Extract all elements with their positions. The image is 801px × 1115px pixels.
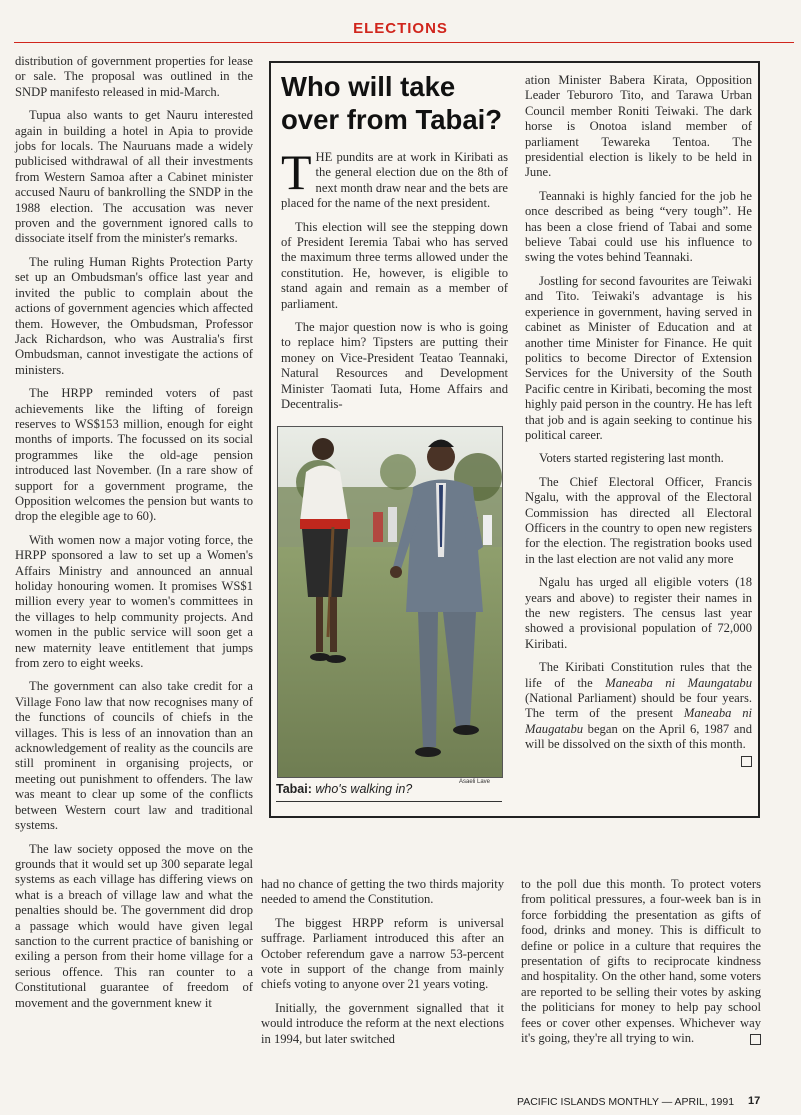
bottom-column-2 <box>261 877 504 1055</box>
end-mark-icon <box>750 1034 761 1045</box>
bottom-column-3 <box>521 877 761 1054</box>
bottom-paragraph: The biggest HRPP reform is universal suffrage. Parliament introduced this after an October referendum gave a narrow 53-percent vote in support of the change from mainly chiefs voting to anyone over 21 years voting. <box>261 915 504 992</box>
footer-publication: PACIFIC ISLANDS MONTHLY — APRIL, 1991 <box>517 1096 735 1108</box>
end-mark-icon <box>741 756 752 767</box>
story-column-2 <box>525 73 752 767</box>
left-paragraph: The ruling Human Rights Protection Party set up an Ombudsman's office last year and invited the public to complain about the actions of government agencies which affected them. However, the Ombudsman, Professor Jack Richardson, who was Australia's first Ombudsman, cannot investigate the actions of ministers. <box>15 254 253 377</box>
section-heading: ELECTIONS <box>353 20 448 37</box>
story-paragraph: This election will see the stepping down of President Ieremia Tabai who has served the maximum three terms allowed under the constitution. He, however, is eligible to stand again and remain as a member of parliament. <box>281 219 508 311</box>
story-paragraph: Ngalu has urged all eligible voters (18 years and above) to register their names in the new registers. The census last year showed a provisional population of 72,000 Kiribati. <box>525 575 752 651</box>
story-paragraph: Voters started registering last month. <box>539 451 724 466</box>
caption-rule <box>276 801 502 802</box>
story-paragraph: THE pundits are at work in Kiribati as the general election due on the 8th of next month draw near and the bets are placed for the name of the next president. <box>281 144 508 211</box>
bottom-paragraph: to the poll due this month. To protect voters from political pressures, a four-week ban is in force forbidding the presentation as gifts of food, drinks and money. This is difficult to define or police in a culture that requires the presentation of gifts to reciprocate kindness and hospitality. On the other hand, some voters are reported to be selling their votes by asking the politicians for money to help pay school fees or cover other expenses. Whichever way it's going, they're all trying to win. <box>521 877 761 1046</box>
left-paragraph: The law society opposed the move on the grounds that it would set up 300 separate legal systems as each village has differing views on what is a breach of village law and what the penalties should be. The government did drop a passage which would have given legal sanction to the current practice of banishing or exiling a person from their home village for a serious offence. This ran counter to a Constitutional guarantee of freedom of movement and the government knew it <box>15 841 253 1010</box>
story-headline: Who will take over from Tabai? <box>281 71 503 135</box>
left-paragraph: distribution of government properties for lease or sale. The proposal was outlined in the SNDP manifesto released in mid-March. <box>15 54 253 99</box>
left-paragraph: The HRPP reminded voters of past achievements like the lifting of foreign reserves to WS$153 million, enough for eight months of imports. The focussed on its social programmes like the old-age pension introduced last November. (In a rare show of support for a government programe, the Opposition welcomes the pension but wants to drop the elegible age to 60). <box>15 386 253 524</box>
drop-cap: T <box>281 144 312 200</box>
left-paragraph: The government can also take credit for a Village Fono law that now recognises many of the functions of councils of chiefs in the villages. This is less of an innovation than an acknowledgement of reality as the councils are still prominent in organising projects, or meeting out punishment to offenders. The law was meant to clear up some of the conflicts between Western court law and traditional systems. <box>15 679 253 833</box>
section-rule <box>14 42 794 43</box>
photo-tabai <box>277 426 503 778</box>
story-paragraph: ation Minister Babera Kirata, Opposition Leader Teburoro Tito, and Tarawa Urban Council member Roniti Teiwaki. The dark horse is Onotoa island member of parliament Tewareka Tentoa. The presidential election is likely to be held in June. <box>525 73 752 180</box>
left-paragraph: With women now a major voting force, the HRPP sponsored a law to set up a Women's Affairs Ministry and announced an annual holiday honouring women. It promises WS$1 million every year to women's committees in the villages to help community projects. And women in the public service will soon get a new maternity leave entitlement that jumps from zero to eight weeks. <box>15 532 253 671</box>
photo-credit: Asaeli Lave <box>459 779 491 785</box>
story-paragraph: Teannaki is highly fancied for the job he once described as being “very tough”. He has been a close friend of Tabai and some believe Tabai could use his influence to swing the votes behind Teannaki. <box>525 188 752 265</box>
photo-caption: Tabai: who's walking in? <box>276 782 413 796</box>
left-column <box>15 54 253 1019</box>
bottom-paragraph: had no chance of getting the two thirds majority needed to amend the Constitution. <box>261 877 504 907</box>
story-paragraph: Jostling for second favourites are Teiwaki and Tito. Teiwaki's advantage is his experience in government, having served in cabinet as Minister of Education and at another time Minister for Finance. He quit politics to become Director of Extension Services for the University of the South Pacific centre in Kiribati, becoming the most highly paid person in the country. He has left that job and is again seeking to continue his political career. <box>525 273 752 442</box>
story-paragraph: The Kiribati Constitution rules that the life of the Maneaba ni Maungatabu (National Parliament) should be four years. The term of the present Maneaba ni Maugatabu began on the April 6, 1987 and will be dissolved on the sixth of this month. <box>525 660 752 752</box>
page-number: 17 <box>748 1095 761 1107</box>
left-paragraph: Tupua also wants to get Nauru interested again in building a hotel in Apia to provide jobs for locals. The Nauruans made a widely publicised withdrawal of all their investments from Western Samoa after a Cabinet minister accused Nauru of bankrolling the SNDP in the 1988 election. The accusation was never proven and the government ignored calls to dissociate itself from the minister's remarks. <box>15 108 253 246</box>
story-paragraph: The Chief Electoral Officer, Francis Ngalu, with the approval of the Electoral Commission has directed all Electoral Officers in the country to open new registers for the election. The registration books used in the last election are not valid any more <box>525 474 752 566</box>
story-column-1 <box>281 144 508 421</box>
bottom-paragraph: Initially, the government signalled that it would introduce the reform at the next elections in 1994, but later switched <box>261 1000 504 1046</box>
story-paragraph: The major question now is who is going to replace him? Tipsters are putting their money on Vice-President Teatao Teannaki, Natural Resources and Development Minister Taomati Iuta, Home Affairs and Decentralis- <box>281 320 508 412</box>
photo-illustration <box>278 427 503 778</box>
